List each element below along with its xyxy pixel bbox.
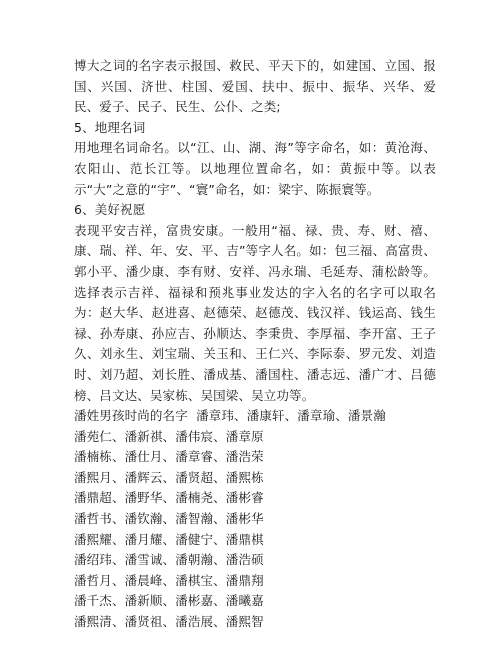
- names-row: 潘哲月、潘晨峰、潘棋宝、潘鼎翔: [74, 572, 264, 588]
- names-list: [74, 427, 436, 633]
- section-6-body: 表现平安吉祥，富贵安康。一般用“福、禄、贵、寿、财、禧、康、瑞、祥、年、安、平、吉”等字人名。如：包三福、高富贵、郭小平、潘少康、李有财、安祥、冯永瑞、毛延寿、蒲松龄等。选择表示吉祥、福禄和预兆事业发达的字入名的名字可以取名为：赵大华、赵进喜、赵德荣、赵德茂、钱汉祥、钱运高、钱生禄、孙寿康、孙应吉、孙顺达、李秉贵、李厚福、李开富、王子久、刘永生、刘宝瑞、关玉和、王仁兴、李际泰、罗元发、刘造时、刘乃超、刘长胜、潘成基、潘国柱、潘志远、潘广才、吕德榜、吕文达、吴家栋、吴国梁、吴立功等。: [74, 222, 436, 403]
- names-row: 潘鼎超、潘野华、潘楠尧、潘彬睿: [74, 490, 264, 506]
- intro-paragraph: 博大之词的名字表示报国、救民、平天下的，如建国、立国、报国、兴国、济世、柱国、爱国、扶中、振中、振华、兴华、爱民、爱子、民子、民生、公仆、之类;: [74, 58, 436, 115]
- section-6-heading: 6、美好祝愿: [74, 202, 146, 218]
- names-row: 潘千杰、潘新顺、潘彬嘉、潘曦嘉: [74, 593, 264, 609]
- document-body: [74, 56, 436, 633]
- names-row: 潘苑仁、潘新祺、潘伟宸、潘章原: [74, 428, 264, 444]
- names-row: 潘绍玮、潘雪诚、潘朝瀚、潘浩硕: [74, 552, 264, 568]
- names-row: 潘熙月、潘辉云、潘贤超、潘熙栋: [74, 469, 264, 485]
- names-row: 潘熙清、潘贤祖、潘浩展、潘熙智: [74, 614, 264, 630]
- names-row: 潘熙耀、潘月耀、潘健宁、潘鼎棋: [74, 531, 264, 547]
- names-intro-line: 潘姓男孩时尚的名字 潘章玮、潘康轩、潘章瑜、潘景瀚: [74, 408, 386, 424]
- names-row: 潘楠栋、潘仕月、潘章睿、潘浩荣: [74, 449, 264, 465]
- names-row: 潘哲书、潘钦瀚、潘智瀚、潘彬华: [74, 511, 264, 527]
- section-5-body: 用地理名词命名。以“江、山、湖、海”等字命名，如：黄沧海、农阳山、范长江等。以地理位置命名，如：黄振中等。以表示“大”之意的“宇”、“寰”命名，如：梁宇、陈振寰等。: [74, 140, 436, 197]
- section-5-heading: 5、地理名词: [74, 119, 146, 135]
